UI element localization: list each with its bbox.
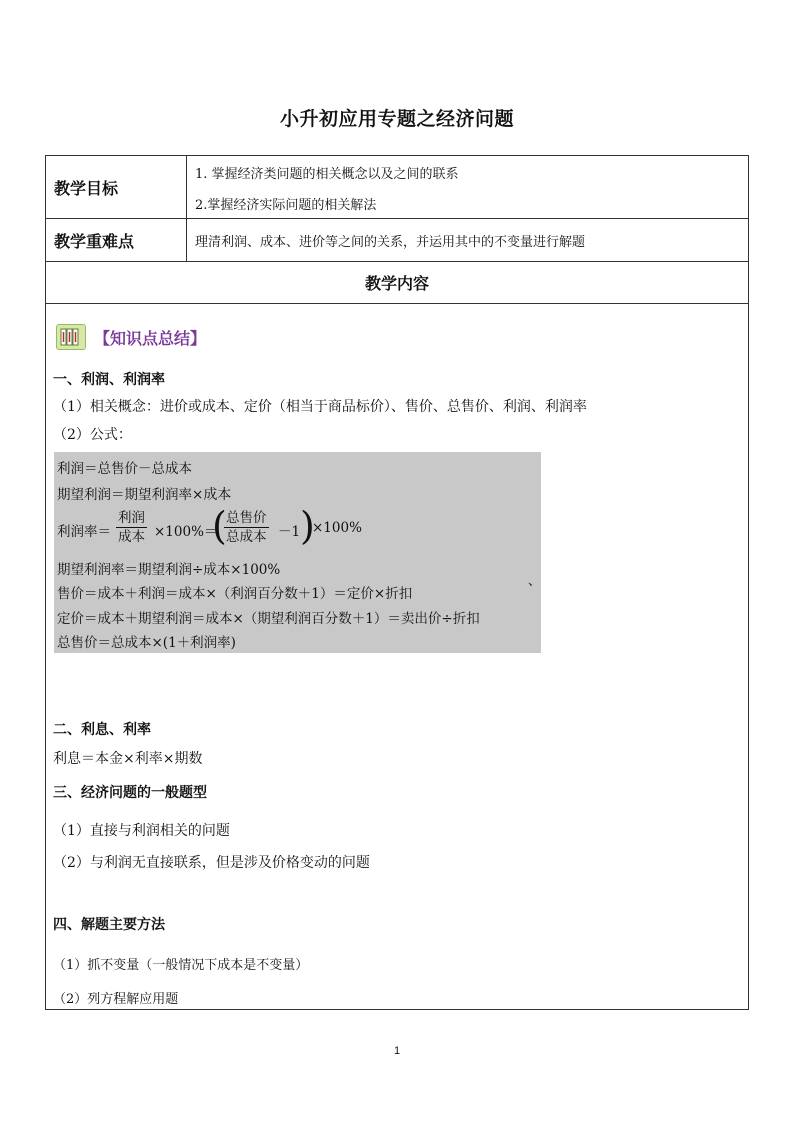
formula-total-revenue: 总售价＝总成本×(1＋利润率) [57,635,236,651]
knowledge-summary-title: 【知识点总结】 [94,329,207,348]
formula-profit: 利润＝总售价－总成本 [57,461,192,477]
section-3-item-1: （1）直接与利润相关的问题 [53,823,230,839]
key-difficulty-content [187,219,748,261]
formula-expected-profit: 期望利润＝期望利润率×成本 [57,487,232,503]
section-2-formula: 利息＝本金×利率×期数 [53,751,203,767]
section-4-item-2: （2）列方程解应用题 [53,992,179,1007]
section-2-title: 二、利息、利率 [53,722,151,738]
fraction-profit-over-cost: 利润 成本 [118,510,145,545]
section-3-title: 三、经济问题的一般题型 [53,785,207,801]
books-icon [56,324,86,350]
formula-list-price: 定价＝成本＋期望利润＝成本×（期望利润百分数＋1）＝卖出价÷折扣 [57,611,480,627]
teaching-goal-label: 教学目标 [46,156,187,218]
content-heading: 教学内容 [46,262,748,304]
formula-box: 利润＝总售价－总成本 期望利润＝期望利润率×成本 利润率＝ 利润 成本 ×100%＝ ( 总售价 总成本 －1 ) ×100% 期望利润率＝期望利润÷成本×100% 售价＝成本＋利润＝成本×（利润百分数＋1）＝定价×折扣 定价＝成本＋期望利润＝成本×（期望利润百分数＋1）＝卖出价÷折扣 总售价＝总成本×(1＋利润率) [54,452,541,653]
section-1-title: 一、利润、利润率 [53,372,165,388]
formula-profit-rate-lhs: 利润率＝ [57,524,111,540]
row-teaching-goal [46,156,748,219]
stray-mark: 、 [528,574,542,589]
fraction-total-revenue-over-total-cost: 总售价 总成本 [226,510,267,545]
lesson-table [45,155,749,1010]
difficulty-text: 理清利润、成本、进价等之间的关系，并运用其中的不变量进行解题 [195,235,586,250]
key-difficulty-label: 教学重难点 [46,219,187,261]
goal-line-2: 2.掌握经济实际问题的相关解法 [195,198,377,213]
row-key-difficulty [46,219,748,262]
teaching-goal-content [187,156,748,218]
formula-expected-profit-rate: 期望利润率＝期望利润÷成本×100% [57,562,281,578]
section-1-formula-label: （2）公式： [53,427,132,443]
section-1-concepts: （1）相关概念：进价或成本、定价（相当于商品标价）、售价、总售价、利润、利润率 [53,399,587,415]
formula-selling-price: 售价＝成本＋利润＝成本×（利润百分数＋1）＝定价×折扣 [57,586,413,602]
section-3-item-2: （2）与利润无直接联系，但是涉及价格变动的问题 [53,855,370,871]
page-number: 1 [393,1045,401,1057]
goal-line-1: 1. 掌握经济类问题的相关概念以及之间的联系 [195,167,459,182]
section-4-item-1: （1）抓不变量（一般情况下成本是不变量） [53,958,309,973]
page-title: 小升初应用专题之经济问题 [279,108,514,130]
section-4-title: 四、解题主要方法 [53,917,165,933]
